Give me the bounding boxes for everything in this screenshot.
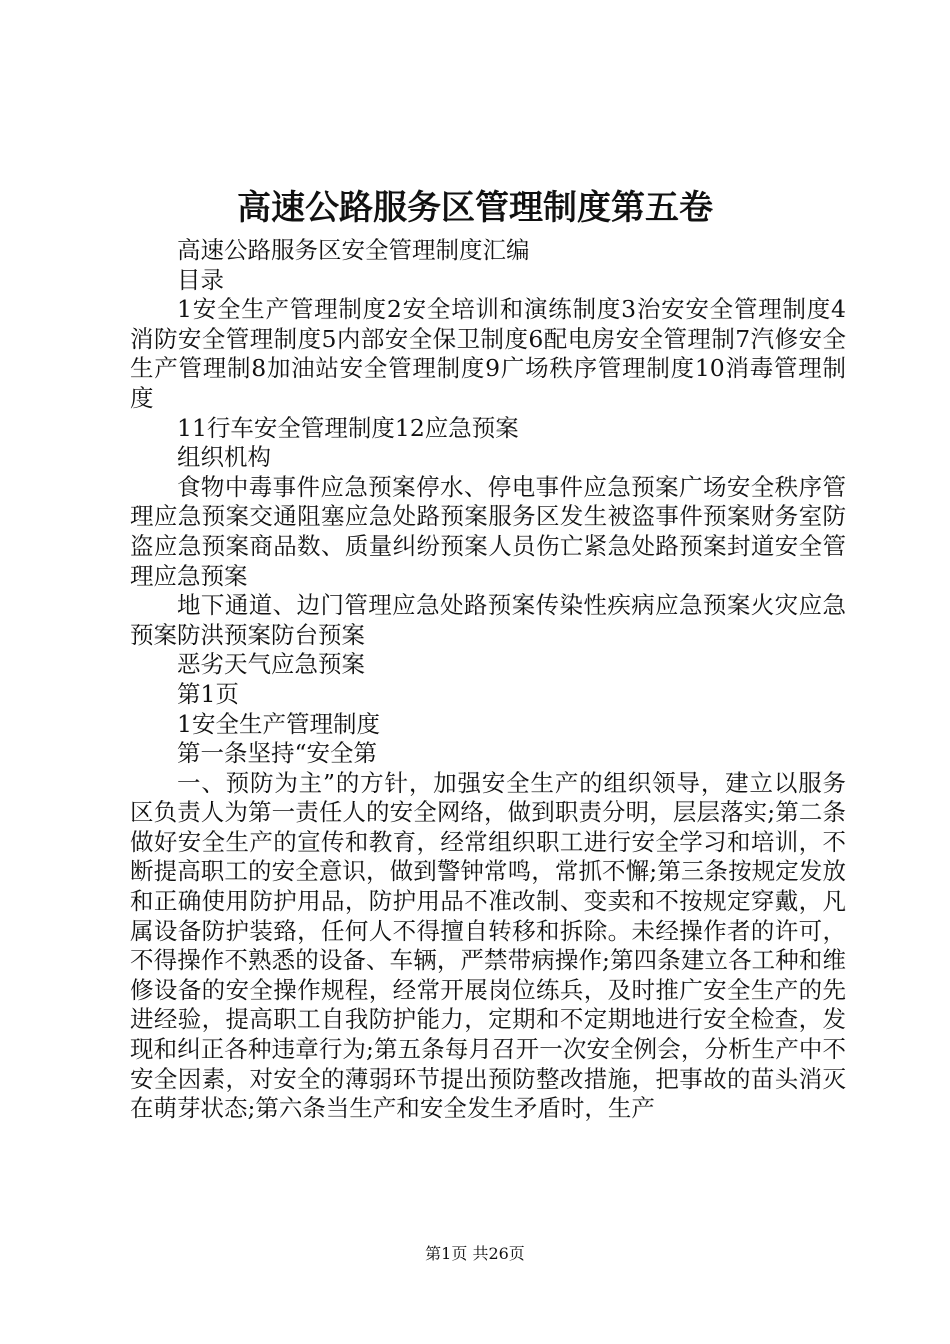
paragraph-toc-list: 1安全生产管理制度2安全培训和演练制度3治安安全管理制度4消防安全管理制度5内部安全保卫制度6配电房安全管理制7汽修安全生产管理制8加油站安全管理制度9广场秩序管理制度10消毒管理制度 [130,295,846,412]
paragraph-articles-body: 一、预防为主”的方针，加强安全生产的组织领导，建立以服务区负责人为第一责任人的安全网络，做到职责分明，层层落实;第二条做好安全生产的宣传和教育，经常组织职工进行安全学习和培训，不断提高职工的安全意识，做到警钟常鸣，常抓不懈;第三条按规定发放和正确使用防护用品，防护用品不准改制、变卖和不按规定穿戴，凡属设备防护装臵，任何人不得擅自转移和拆除。未经操作者的许可，不得操作不熟悉的设备、车辆，严禁带病操作;第四条建立各工种和维修设备的安全操作规程，经常开展岗位练兵，及时推广安全生产的先进经验，提高职工自我防护能力，定期和不定期地进行安全检查，发现和纠正各种违章行为;第五条每月召开一次安全例会，分析生产中不安全因素，对安全的薄弱环节提出预防整改措施，把事故的苗头消灭在萌芽状态;第六条当生产和安全发生矛盾时，生产 [130,768,846,1123]
paragraph-toc-label: 目录 [177,265,224,294]
paragraph-organization: 组织机构 [177,443,271,472]
paragraph-emergency-plans: 食物中毒事件应急预案停水、停电事件应急预案广场安全秩序管理应急预案交通阻塞应急处路预案服务区发生被盗事件预案财务室防盗应急预案商品数、质量纠纷预案人员伤亡紧急处路预案封道安全管理应急预案 [130,472,846,590]
paragraph-weather-plan: 恶劣天气应急预案 [177,650,365,679]
document-title: 高速公路服务区管理制度第五卷 [237,188,713,228]
document-body [130,236,846,1124]
paragraph-page-marker: 第1页 [177,679,239,708]
page-footer: 第1页 共26页 [425,1244,525,1263]
paragraph-heading-compilation: 高速公路服务区安全管理制度汇编 [177,236,530,264]
paragraph-emergency-plans-cont: 地下通道、边门管理应急处路预案传染性疾病应急预案火灾应急预案防洪预案防台预案 [130,591,846,649]
paragraph-article-one: 第一条坚持“安全第 [177,739,378,768]
paragraph-toc-list-cont: 11行车安全管理制度12应急预案 [177,413,519,442]
paragraph-section-heading: 1安全生产管理制度 [177,709,380,738]
